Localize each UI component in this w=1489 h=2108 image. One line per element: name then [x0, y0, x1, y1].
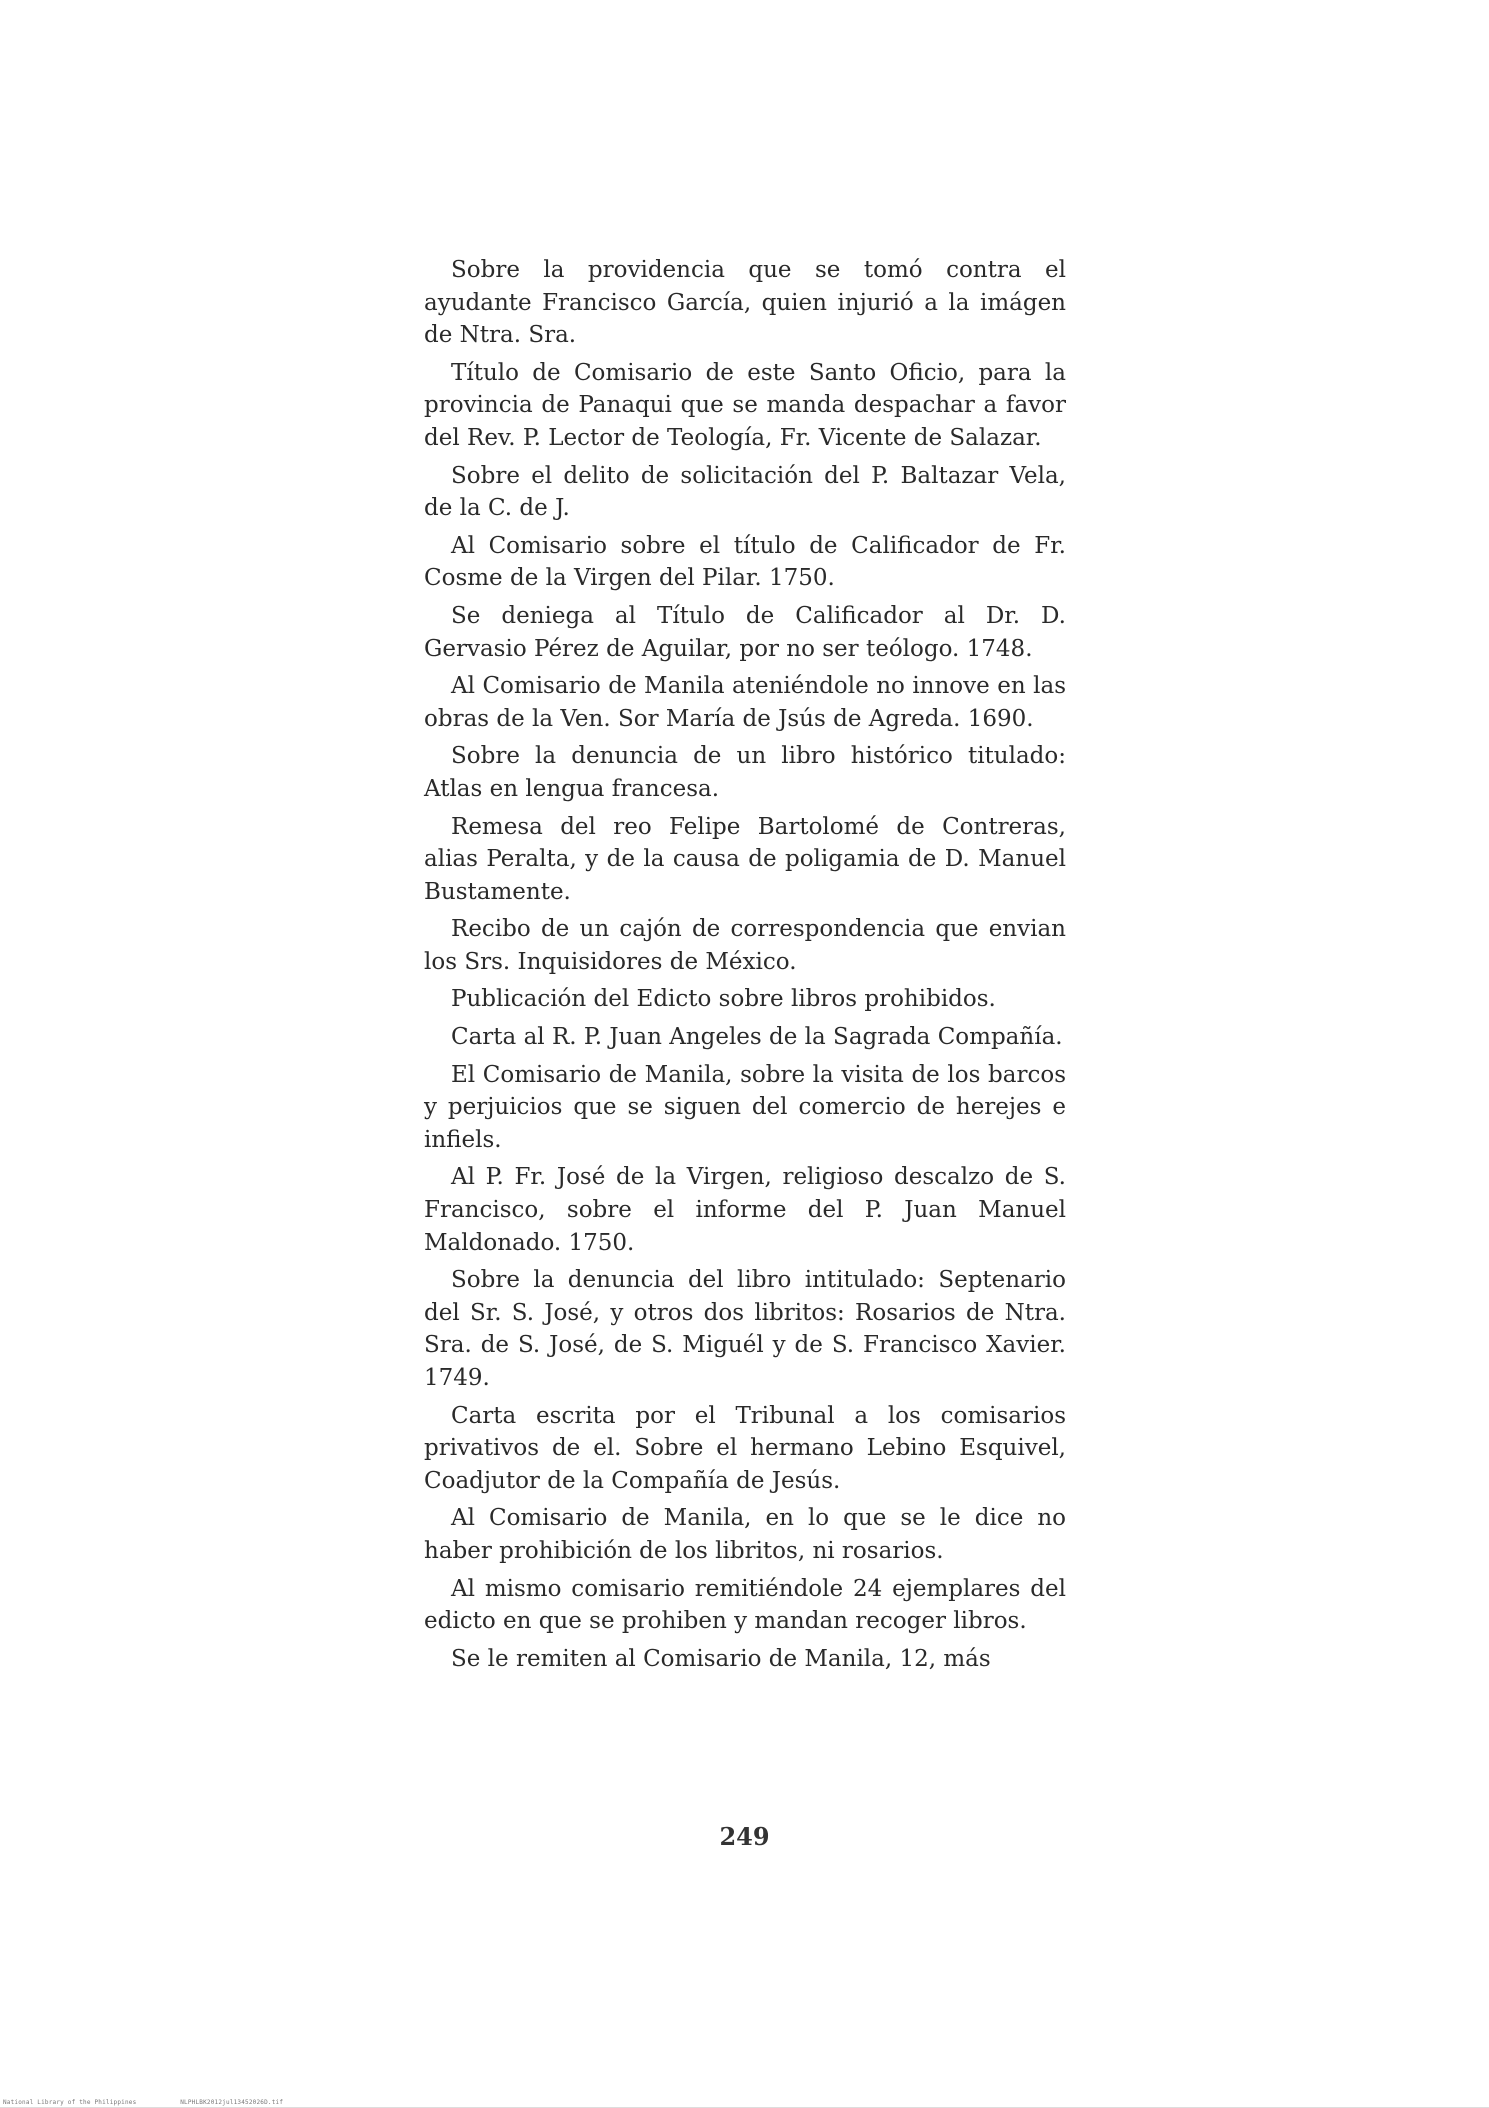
- paragraph-5: Se deniega al Título de Calificador al Dr. D. Gervasio Pérez de Aguilar, por no ser teólogo. 1748.: [424, 602, 1066, 662]
- paragraph-7: Sobre la denuncia de un libro histórico titulado: Atlas en lengua francesa.: [424, 743, 1066, 802]
- paragraph-8: Remesa del reo Felipe Bartolomé de Contreras, alias Peralta, y de la causa de poligamia de D. Manuel Bustamente.: [424, 813, 1066, 905]
- paragraph-15: Carta escrita por el Tribunal a los comisarios privativos de el. Sobre el hermano Lebino Esquivel, Coadjutor de la Compañía de Jesús.: [424, 1402, 1066, 1494]
- paragraph-13: Al P. Fr. José de la Virgen, religioso descalzo de S. Francisco, sobre el informe del P. Juan Manuel Maldonado. 1750.: [424, 1164, 1066, 1256]
- paragraph-9: Recibo de un cajón de correspondencia que envian los Srs. Inquisidores de México.: [424, 916, 1066, 975]
- footer-source: National Library of the Philippines: [3, 2099, 137, 2106]
- paragraph-10: Publicación del Edicto sobre libros prohibidos.: [451, 986, 996, 1013]
- paragraph-14: Sobre la denuncia del libro intitulado: Septenario del Sr. S. José, y otros dos libritos: Rosarios de Ntra. Sra. de S. José, de S. Miguél y de S. Francisco Xavier. 1749.: [424, 1267, 1066, 1391]
- paragraph-18: Se le remiten al Comisario de Manila, 12, más: [451, 1645, 991, 1672]
- paragraph-1: Sobre la providencia que se tomó contra el ayudante Francisco García, quien injurió a la imágen de Ntra. Sra.: [424, 257, 1066, 349]
- paragraph-16: Al Comisario de Manila, en lo que se le dice no haber prohibición de los libritos, ni rosarios.: [424, 1505, 1066, 1564]
- paragraph-11: Carta al R. P. Juan Angeles de la Sagrada Compañía.: [451, 1024, 1063, 1051]
- paragraph-6: Al Comisario de Manila ateniéndole no innove en las obras de la Ven. Sor María de Jsús de Agreda. 1690.: [424, 673, 1066, 732]
- paragraph-17: Al mismo comisario remitiéndole 24 ejemplares del edicto en que se prohiben y mandan recoger libros.: [424, 1575, 1066, 1635]
- footer-file: NLPHLBK2012jul13452026D.tif: [180, 2099, 284, 2106]
- body-text: [424, 254, 1066, 1680]
- paragraph-3: Sobre el delito de solicitación del P. Baltazar Vela, de la C. de J.: [424, 462, 1066, 522]
- paragraph-2: Título de Comisario de este Santo Oficio, para la provincia de Panaqui que se manda despachar a favor del Rev. P. Lector de Teología, Fr. Vicente de Salazar.: [424, 359, 1066, 451]
- paragraph-4: Al Comisario sobre el título de Calificador de Fr. Cosme de la Virgen del Pilar. 1750.: [424, 532, 1066, 592]
- page-number: 249: [719, 1822, 770, 1851]
- scan-footer: [3, 2099, 323, 2106]
- paragraph-12: El Comisario de Manila, sobre la visita de los barcos y perjuicios que se siguen del comercio de herejes e infiels.: [424, 1061, 1066, 1153]
